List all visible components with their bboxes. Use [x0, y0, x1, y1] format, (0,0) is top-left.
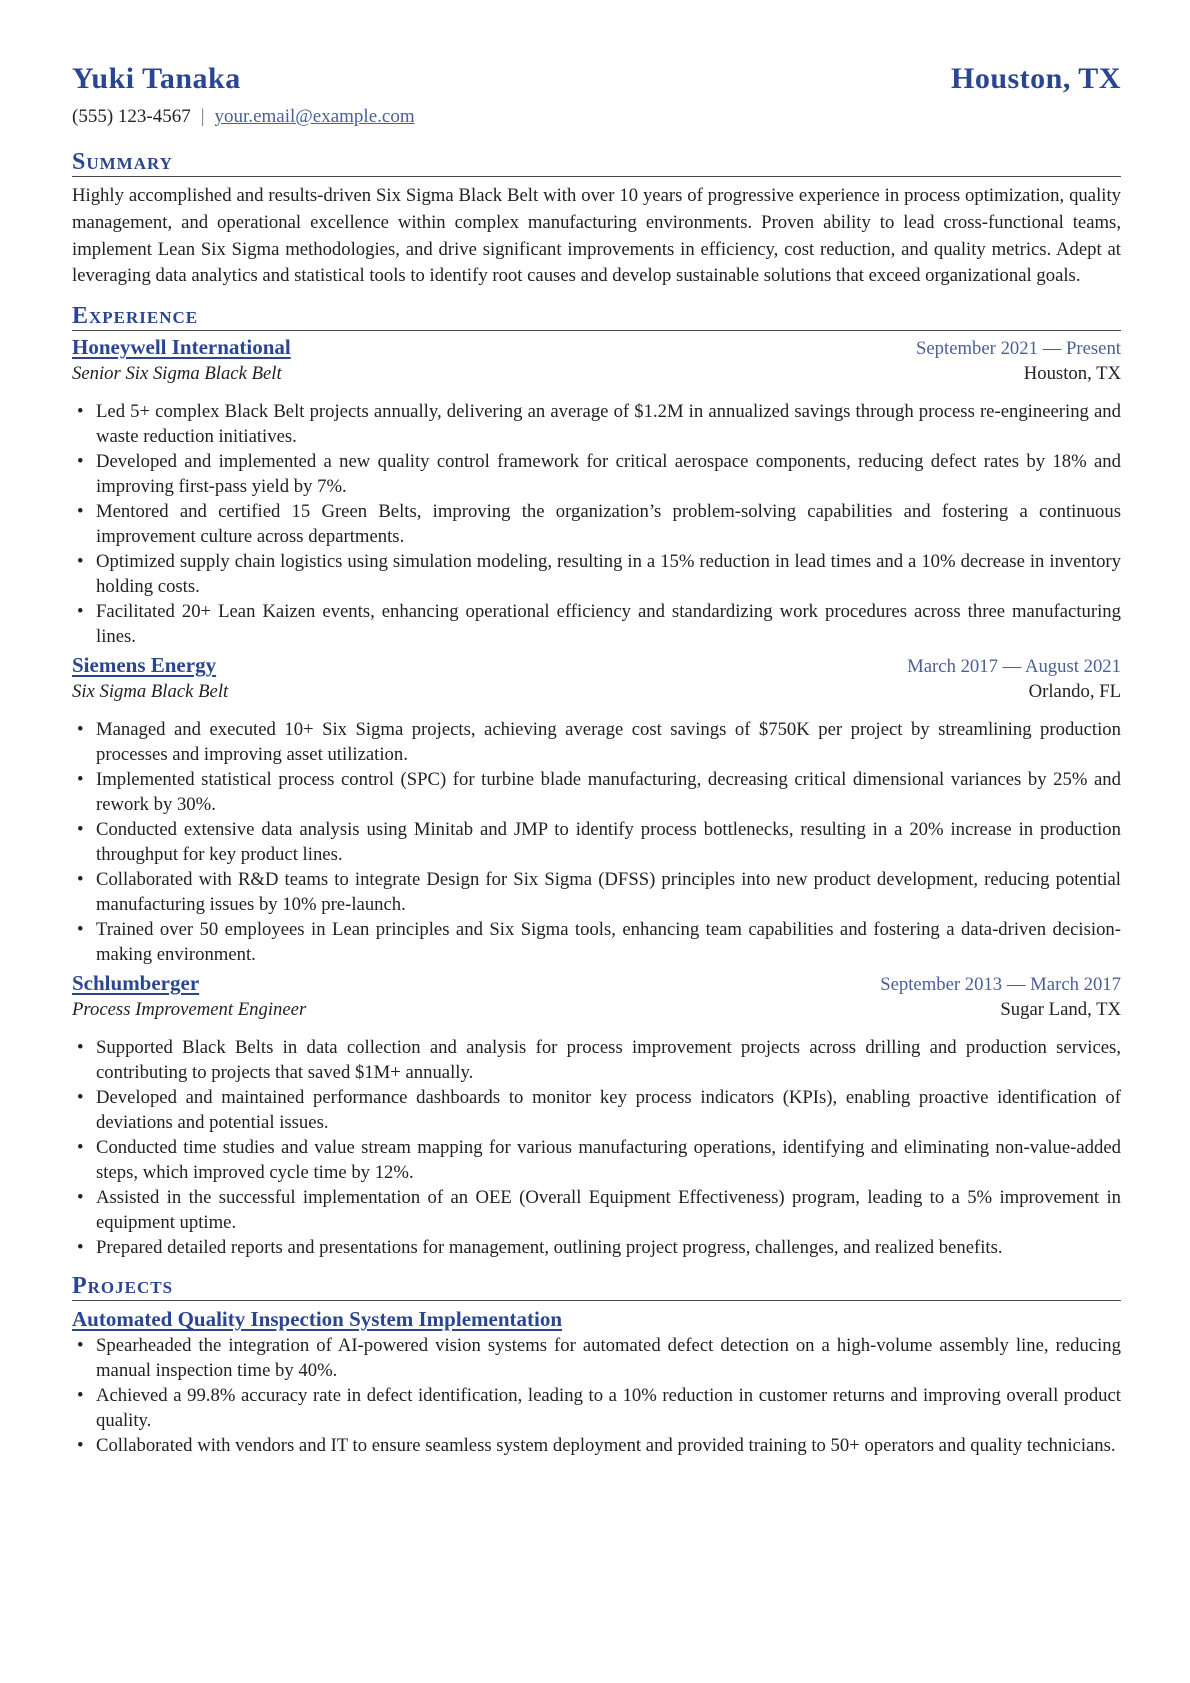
email-link[interactable]: your.email@example.com	[214, 106, 415, 127]
job-dates: September 2013 — March 2017	[880, 974, 1121, 996]
job-location: Houston, TX	[1023, 363, 1121, 385]
job-role: Process Improvement Engineer	[72, 999, 307, 1021]
job-location: Sugar Land, TX	[1000, 999, 1121, 1021]
company-link[interactable]: Siemens Energy	[72, 653, 217, 678]
bullet-item: • Conducted extensive data analysis using Minitab and JMP to identify process bottlenecks, resulting in a 20% increase in production throughput for key product lines.	[72, 817, 1121, 867]
bullet-item: • Managed and executed 10+ Six Sigma projects, achieving average cost savings of $750K per project by streamlining production processes and improving asset utilization.	[72, 717, 1121, 767]
bullet-item: • Developed and implemented a new quality control framework for critical aerospace components, reducing defect rates by 18% and improving first-pass yield by 7%.	[72, 449, 1121, 499]
job-dates: March 2017 — August 2021	[907, 656, 1121, 678]
bullet-item: • Assisted in the successful implementation of an OEE (Overall Equipment Effectiveness) program, leading to a 5% improvement in equipment uptime.	[72, 1185, 1121, 1235]
job-location: Orlando, FL	[1028, 681, 1121, 703]
bullet-item: • Optimized supply chain logistics using simulation modeling, resulting in a 15% reduction in lead times and a 10% decrease in inventory holding costs.	[72, 549, 1121, 599]
phone-number: (555) 123-4567	[72, 106, 191, 127]
resume-page	[72, 62, 1121, 1458]
company-link[interactable]: Honeywell International	[72, 335, 291, 360]
project-bullets	[72, 1333, 1121, 1458]
bullet-item: • Implemented statistical process control (SPC) for turbine blade manufacturing, decreasing critical dimensional variances by 25% and rework by 30%.	[72, 767, 1121, 817]
resume-header	[72, 62, 1121, 104]
bullet-item: • Achieved a 99.8% accuracy rate in defect identification, leading to a 10% reduction in customer returns and improving overall product quality.	[72, 1383, 1121, 1433]
candidate-name: Yuki Tanaka	[72, 62, 241, 95]
job-bullets	[72, 717, 1121, 967]
job-dates: September 2021 — Present	[915, 338, 1121, 360]
bullet-item: • Collaborated with R&D teams to integrate Design for Six Sigma (DFSS) principles into new product development, reducing potential manufacturing issues by 10% pre-launch.	[72, 867, 1121, 917]
company-link[interactable]: Schlumberger	[72, 971, 200, 996]
section-title-summary: Summary	[72, 148, 1121, 177]
bullet-item: • Developed and maintained performance dashboards to monitor key process indicators (KPIs), enabling proactive identification of deviations and potential issues.	[72, 1085, 1121, 1135]
bullet-item: • Mentored and certified 15 Green Belts, improving the organization’s problem-solving capabilities and fostering a continuous improvement culture across departments.	[72, 499, 1121, 549]
job-bullets	[72, 399, 1121, 649]
bullet-item: • Spearheaded the integration of AI-powered vision systems for automated defect detection on a high-volume assembly line, reducing manual inspection time by 40%.	[72, 1333, 1121, 1383]
bullet-item: • Facilitated 20+ Lean Kaizen events, enhancing operational efficiency and standardizing work procedures across three manufacturing lines.	[72, 599, 1121, 649]
job-entry	[72, 335, 1121, 649]
section-title-experience: Experience	[72, 302, 1121, 331]
bullet-item: • Trained over 50 employees in Lean principles and Six Sigma tools, enhancing team capabilities and fostering a data-driven decision-making environment.	[72, 917, 1121, 967]
job-bullets	[72, 1035, 1121, 1260]
contact-separator: |	[200, 106, 205, 127]
candidate-location: Houston, TX	[950, 62, 1121, 95]
job-role: Six Sigma Black Belt	[72, 681, 229, 703]
bullet-item: • Collaborated with vendors and IT to ensure seamless system deployment and provided training to 50+ operators and quality technicians.	[72, 1433, 1121, 1458]
bullet-item: • Prepared detailed reports and presentations for management, outlining project progress, challenges, and realized benefits.	[72, 1235, 1121, 1260]
section-title-projects: Projects	[72, 1272, 1121, 1301]
bullet-item: • Led 5+ complex Black Belt projects annually, delivering an average of $1.2M in annualized savings through process re-engineering and waste reduction initiatives.	[72, 399, 1121, 449]
job-entry	[72, 971, 1121, 1260]
project-entry	[72, 1307, 1121, 1458]
project-title-link[interactable]: Automated Quality Inspection System Implementation	[72, 1307, 563, 1332]
summary-text: Highly accomplished and results-driven Six Sigma Black Belt with over 10 years of progressive experience in process optimization, quality management, and operational excellence within complex manufacturing environments. Proven ability to lead cross-functional teams, implement Lean Six Sigma methodologies, and drive significant improvements in efficiency, cost reduction, and quality metrics. Adept at leveraging data analytics and statistical tools to identify root causes and develop sustainable solutions that exceed organizational goals.	[72, 185, 1121, 287]
bullet-item: • Conducted time studies and value stream mapping for various manufacturing operations, identifying and eliminating non-value-added steps, which improved cycle time by 12%.	[72, 1135, 1121, 1185]
bullet-item: • Supported Black Belts in data collection and analysis for process improvement projects across drilling and production services, contributing to projects that saved $1M+ annually.	[72, 1035, 1121, 1085]
job-entry	[72, 653, 1121, 967]
job-role: Senior Six Sigma Black Belt	[72, 363, 282, 385]
contact-line	[72, 106, 1121, 136]
